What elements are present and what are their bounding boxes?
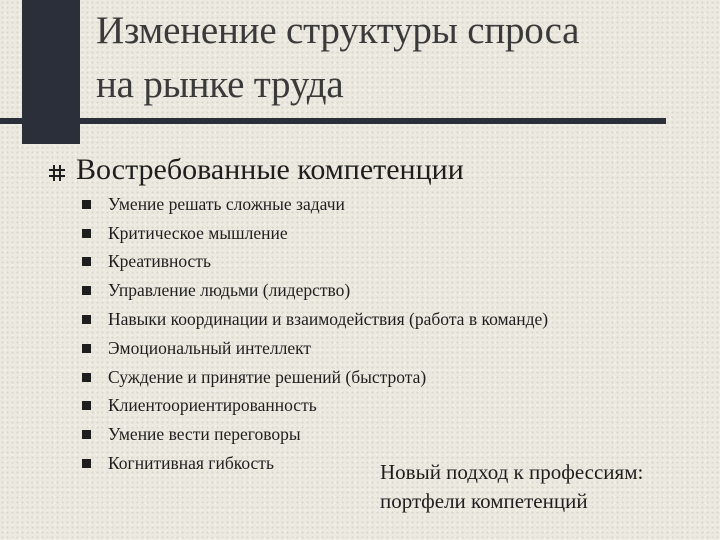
list-item [82,420,548,449]
section-heading-row [48,150,464,190]
slide-title-line-1: Изменение структуры спроса [96,9,580,52]
slide-title [96,4,579,112]
skills-list [82,190,548,478]
square-bullet-icon [82,373,91,382]
square-bullet-icon [82,459,91,468]
callout-note-line-2: портфели компетенций [380,489,588,513]
list-item-text: Клиентоориентированность [108,395,317,416]
square-bullet-icon [82,200,91,209]
list-item-text: Креативность [108,251,211,272]
list-item-text: Умение решать сложные задачи [108,193,345,214]
list-item [82,305,548,334]
square-bullet-icon [82,401,91,410]
callout-note [380,458,643,516]
square-bullet-icon [82,344,91,353]
list-item-text: Когнитивная гибкость [108,453,274,474]
list-item [82,392,548,421]
list-item-text: Умение вести переговоры [108,424,301,445]
list-item [82,219,548,248]
square-bullet-icon [82,286,91,295]
list-item-text: Навыки координации и взаимодействия (работа в команде) [108,309,549,330]
section-heading: Востребованные компетенции [76,153,464,186]
list-item [82,276,548,305]
list-item-text: Управление людьми (лидерство) [108,280,351,301]
title-underline-rule [0,118,666,124]
list-item [82,363,548,392]
square-bullet-icon [82,229,91,238]
square-bullet-icon [82,257,91,266]
list-item [82,248,548,277]
square-bullet-icon [82,315,91,324]
slide-title-line-2: на рынке труда [96,63,344,106]
list-item-text: Критическое мышление [108,222,288,243]
hash-icon [48,164,66,182]
list-item [82,334,548,363]
list-item [82,190,548,219]
list-item-text: Суждение и принятие решений (быстрота) [108,366,427,387]
square-bullet-icon [82,430,91,439]
callout-note-line-1: Новый подход к профессиям: [380,460,644,484]
list-item-text: Эмоциональный интеллект [108,337,312,358]
